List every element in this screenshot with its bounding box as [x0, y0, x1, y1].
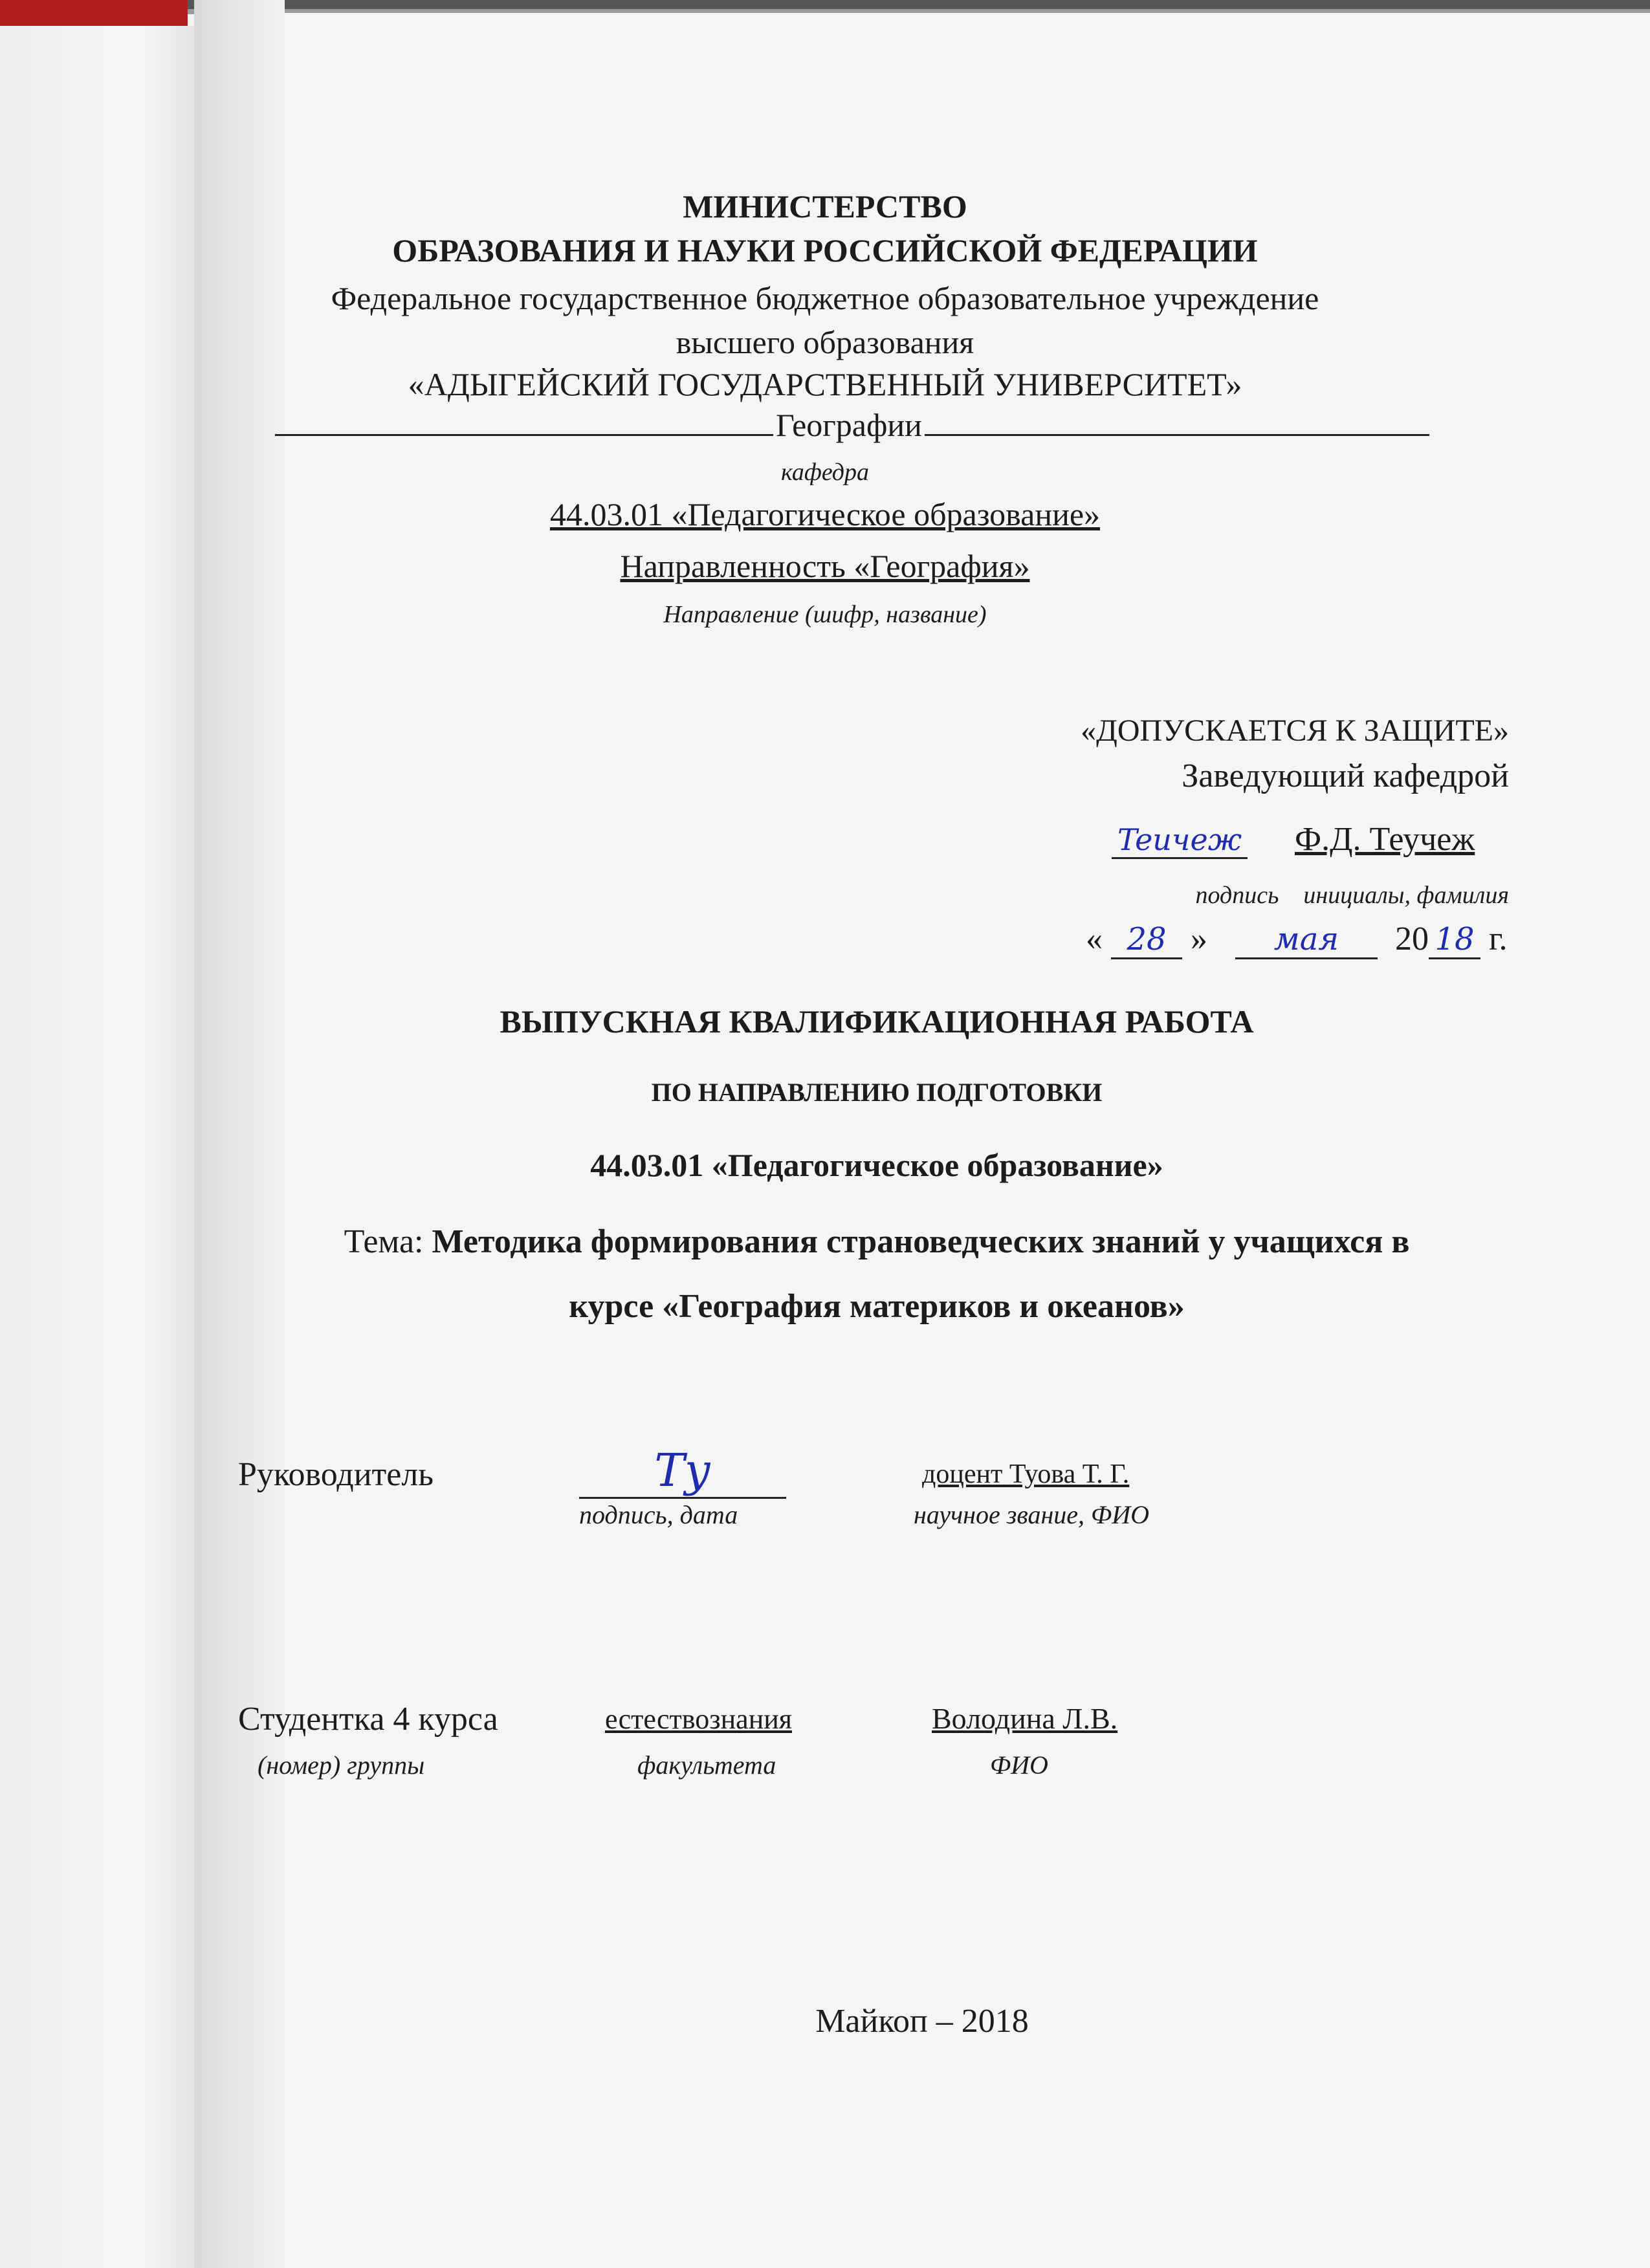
ministry-line-1: МИНИСТЕРСТВО [683, 188, 967, 224]
university-name: «АДЫГЕЙСКИЙ ГОСУДАРСТВЕННЫЙ УНИВЕРСИТЕТ» [408, 366, 1242, 402]
city-year: Майкоп – 2018 [815, 2003, 1029, 2040]
approval-date [1086, 920, 1507, 959]
ministry-line-2: ОБРАЗОВАНИЯ И НАУКИ РОССИЙСКОЙ ФЕДЕРАЦИИ [392, 232, 1258, 268]
department-field [275, 406, 1429, 444]
head-signature: Teuчеж [1112, 822, 1248, 859]
work-direction: 44.03.01 «Педагогическое образование» [590, 1147, 1163, 1183]
approval-stamp: «ДОПУСКАЕТСЯ К ЗАЩИТЕ» [1081, 714, 1509, 748]
student-caption-group: (номер) группы [258, 1750, 425, 1780]
department-blank-right [925, 434, 1429, 436]
student-faculty: естествознания [605, 1703, 793, 1735]
work-direction-label: ПО НАПРАВЛЕНИЮ ПОДГОТОВКИ [651, 1078, 1103, 1107]
institution-type-line-2: высшего образования [676, 324, 974, 360]
work-type: ВЫПУСКНАЯ КВАЛИФИКАЦИОННАЯ РАБОТА [500, 1003, 1254, 1040]
supervisor-label: Руководитель [238, 1456, 434, 1493]
date-year-unit: г. [1489, 921, 1508, 957]
supervisor-signature: Ту [579, 1444, 786, 1499]
approval-signature-row [1112, 820, 1475, 859]
book-cover-edge [0, 0, 188, 26]
supervisor-caption-signature: подпись, дата [579, 1500, 738, 1529]
date-year-prefix: 20 [1395, 921, 1429, 957]
date-close-quote: » [1191, 921, 1207, 957]
head-name: Ф.Д. Теучеж [1295, 821, 1475, 858]
date-day: 28 [1111, 921, 1182, 959]
department-blank-left [275, 434, 773, 436]
institution-type-line-1: Федеральное государственное бюджетное образовательное учреждение [331, 280, 1319, 316]
student-caption-faculty: факультета [637, 1750, 776, 1780]
department-caption: кафедра [781, 459, 869, 486]
direction-profile: Направленность «География» [620, 548, 1030, 584]
direction-code: 44.03.01 «Педагогическое образование» [549, 496, 1101, 532]
date-open-quote: « [1086, 921, 1103, 957]
work-topic-line-1 [52, 1223, 1650, 1261]
date-year-suffix: 18 [1429, 921, 1480, 959]
student-caption-name: ФИО [990, 1750, 1048, 1780]
work-topic-line-2: курсе «География материков и океанов» [569, 1288, 1185, 1325]
topic-label: Тема: [344, 1223, 424, 1260]
supervisor-caption-name: научное звание, ФИО [914, 1500, 1149, 1529]
student-name: Володина Л.В. [932, 1702, 1118, 1735]
department-value: Географии [776, 407, 922, 443]
supervisor-name: доцент Туова Т. Г. [922, 1459, 1130, 1489]
approval-caption: подпись инициалы, фамилия [1195, 882, 1509, 909]
date-month: мая [1235, 921, 1378, 959]
approval-role: Заведующий кафедрой [1182, 758, 1509, 794]
topic-text-1: Методика формирования страноведческих знаний у учащихся в [432, 1223, 1410, 1260]
student-label: Студентка 4 курса [238, 1701, 498, 1738]
scan-top-shadow [188, 0, 1650, 9]
direction-caption: Направление (шифр, название) [663, 601, 987, 628]
